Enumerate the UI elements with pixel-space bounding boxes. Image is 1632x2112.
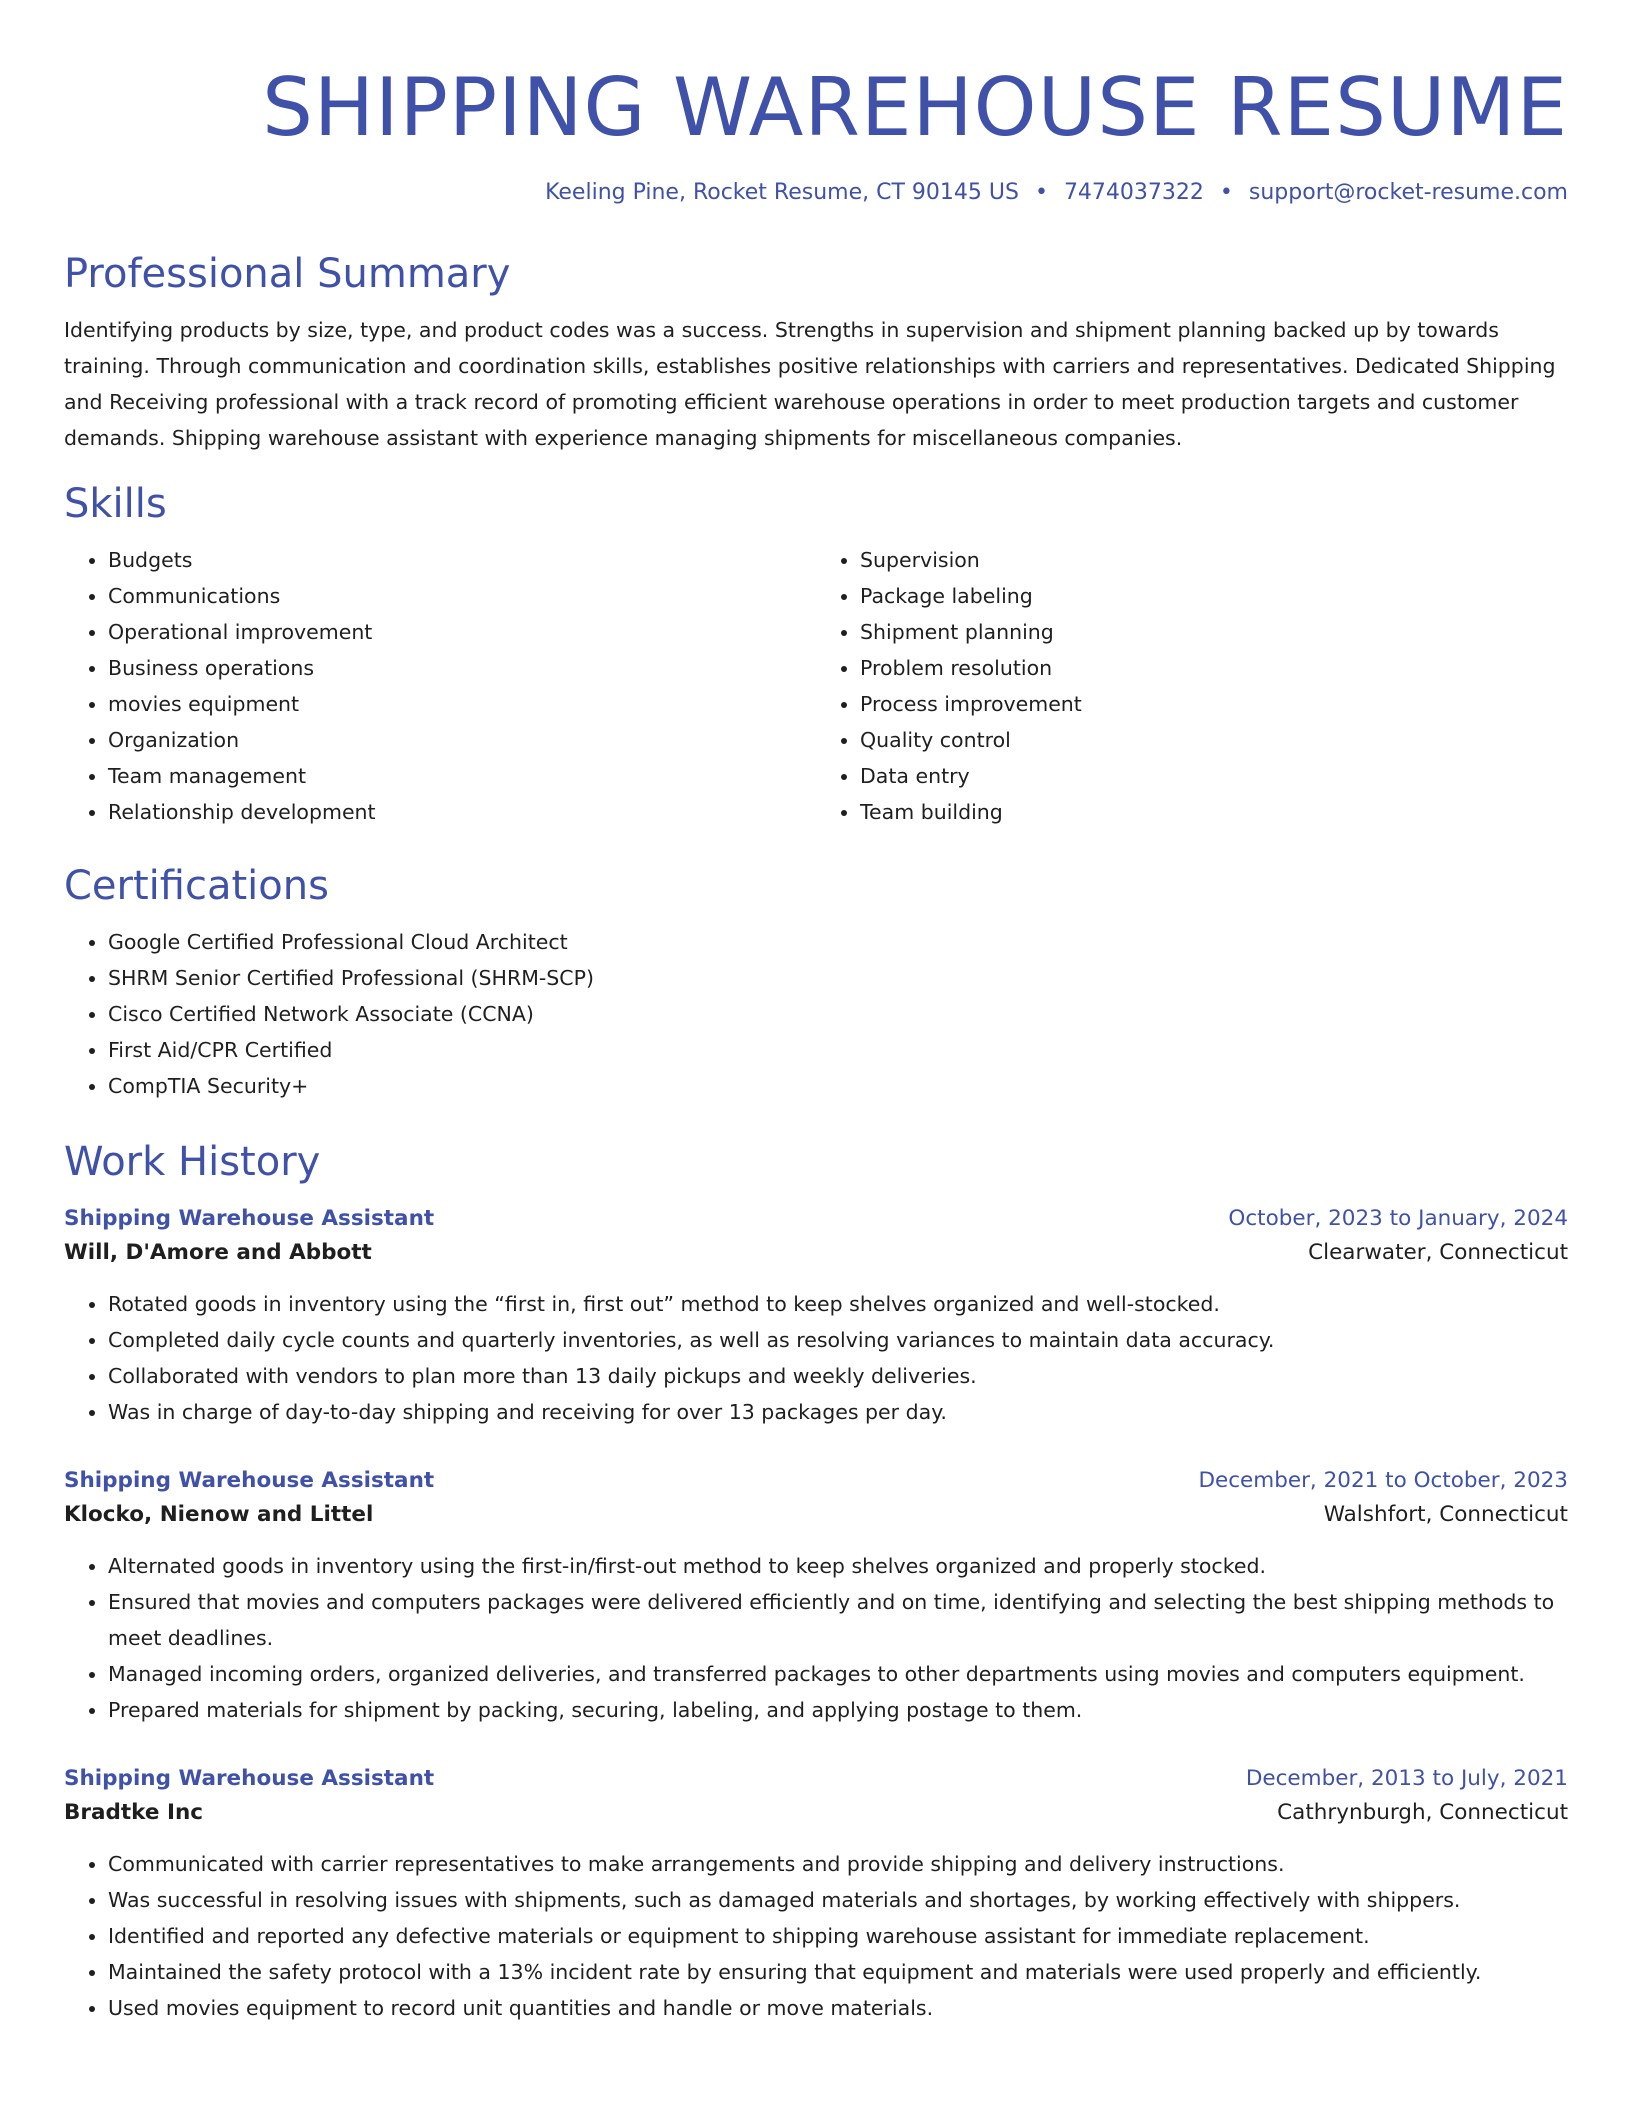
- skill-item: • Shipment planning: [860, 614, 1568, 650]
- job-entry: [64, 1204, 1568, 1430]
- job-entry: [64, 1466, 1568, 1728]
- skill-item: • Budgets: [108, 542, 816, 578]
- job-bullet: • Alternated goods in inventory using the first-in/first-out method to keep shelves organized and properly stocked.: [108, 1548, 1568, 1584]
- job-dates: December, 2021 to October, 2023: [1198, 1468, 1568, 1493]
- job-bullet: • Was in charge of day-to-day shipping and receiving for over 13 packages per day.: [108, 1394, 1568, 1430]
- skill-item: • Package labeling: [860, 578, 1568, 614]
- skills-right-list: [816, 542, 1568, 830]
- job-bullets: [64, 1286, 1568, 1430]
- skill-item: • Relationship development: [108, 794, 816, 830]
- skill-item: • Supervision: [860, 542, 1568, 578]
- skills-columns: [64, 542, 1568, 830]
- job-dates: December, 2013 to July, 2021: [1245, 1766, 1568, 1791]
- job-bullet: • Identified and reported any defective materials or equipment to shipping warehouse assistant for immediate replacement.: [108, 1918, 1568, 1954]
- skill-item: • Quality control: [860, 722, 1568, 758]
- certification-item: • CompTIA Security+: [108, 1068, 1568, 1104]
- certifications-section: [64, 860, 1568, 1104]
- skills-left-list: [64, 542, 816, 830]
- certifications-title: Certifications: [64, 863, 329, 909]
- skills-section: [64, 478, 1568, 830]
- certification-item: • First Aid/CPR Certified: [108, 1032, 1568, 1068]
- contact-email: support@rocket-resume.com: [1248, 180, 1568, 205]
- summary-text: Identifying products by size, type, and product codes was a success. Strengths in supervision and shipment planning backed up by towards training. Through communication and coordination skills, establishes positive relationships with carriers and representatives. Dedicated Shipping and Receiving professional with a track record of promoting efficient warehouse operations in order to meet production targets and customer demands. Shipping warehouse assistant with experience managing shipments for miscellaneous companies.: [64, 318, 1556, 450]
- work-history-section: [64, 1136, 1568, 2026]
- contact-separator: •: [1034, 180, 1048, 205]
- skill-item: • Operational improvement: [108, 614, 816, 650]
- job-company-row: [64, 1234, 1568, 1272]
- skill-item: • Communications: [108, 578, 816, 614]
- skill-item: • Process improvement: [860, 686, 1568, 722]
- certification-item: • SHRM Senior Certified Professional (SHRM-SCP): [108, 960, 1568, 996]
- job-bullet: • Prepared materials for shipment by packing, securing, labeling, and applying postage to them.: [108, 1692, 1568, 1728]
- job-bullet: • Collaborated with vendors to plan more than 13 daily pickups and weekly deliveries.: [108, 1358, 1568, 1394]
- job-location: Cathrynburgh, Connecticut: [1277, 1800, 1568, 1825]
- job-company-row: [64, 1496, 1568, 1534]
- job-entry: [64, 1764, 1568, 2026]
- contact-address: Keeling Pine, Rocket Resume, CT 90145 US: [545, 180, 1019, 205]
- job-title-row: [64, 1204, 1568, 1234]
- job-company: Will, D'Amore and Abbott: [64, 1240, 372, 1265]
- job-company-row: [64, 1794, 1568, 1832]
- job-dates: October, 2023 to January, 2024: [1228, 1206, 1568, 1231]
- job-bullet: • Maintained the safety protocol with a 13% incident rate by ensuring that equipment and materials were used properly and efficiently.: [108, 1954, 1568, 1990]
- job-bullets: [64, 1548, 1568, 1728]
- job-bullet: • Managed incoming orders, organized deliveries, and transferred packages to other departments using movies and computers equipment.: [108, 1656, 1568, 1692]
- work-history-title: Work History: [64, 1139, 321, 1185]
- job-title-row: [64, 1764, 1568, 1794]
- resume-header: [64, 58, 1568, 208]
- certification-item: • Cisco Certified Network Associate (CCNA): [108, 996, 1568, 1032]
- job-title: Shipping Warehouse Assistant: [64, 1206, 435, 1231]
- skill-item: • Business operations: [108, 650, 816, 686]
- summary-title: Professional Summary: [64, 251, 511, 297]
- certifications-list: [64, 924, 1568, 1104]
- skill-item: • Organization: [108, 722, 816, 758]
- skills-title: Skills: [64, 481, 167, 527]
- job-bullet: • Was successful in resolving issues with shipments, such as damaged materials and shortages, by working effectively with shippers.: [108, 1882, 1568, 1918]
- job-title: Shipping Warehouse Assistant: [64, 1468, 435, 1493]
- job-bullet: • Used movies equipment to record unit quantities and handle or move materials.: [108, 1990, 1568, 2026]
- certification-item: • Google Certified Professional Cloud Architect: [108, 924, 1568, 960]
- job-bullet: • Ensured that movies and computers packages were delivered efficiently and on time, identifying and selecting the best shipping methods to meet deadlines.: [108, 1584, 1568, 1656]
- contact-line: [64, 178, 1568, 208]
- job-bullet: • Communicated with carrier representatives to make arrangements and provide shipping and delivery instructions.: [108, 1846, 1568, 1882]
- job-bullet: • Completed daily cycle counts and quarterly inventories, as well as resolving variances to maintain data accuracy.: [108, 1322, 1568, 1358]
- job-bullets: [64, 1846, 1568, 2026]
- resume-name: SHIPPING WAREHOUSE RESUME: [262, 61, 1568, 154]
- contact-separator: •: [1219, 180, 1233, 205]
- skill-item: • Data entry: [860, 758, 1568, 794]
- summary-section: [64, 248, 1568, 456]
- skill-item: • Problem resolution: [860, 650, 1568, 686]
- skill-item: • Team management: [108, 758, 816, 794]
- skill-item: • Team building: [860, 794, 1568, 830]
- job-bullet: • Rotated goods in inventory using the “first in, first out” method to keep shelves organized and well-stocked.: [108, 1286, 1568, 1322]
- job-company: Bradtke Inc: [64, 1800, 204, 1825]
- job-company: Klocko, Nienow and Littel: [64, 1502, 374, 1527]
- job-title-row: [64, 1466, 1568, 1496]
- contact-phone: 7474037322: [1063, 180, 1204, 205]
- skill-item: • movies equipment: [108, 686, 816, 722]
- job-location: Walshfort, Connecticut: [1323, 1502, 1568, 1527]
- job-location: Clearwater, Connecticut: [1308, 1240, 1568, 1265]
- job-title: Shipping Warehouse Assistant: [64, 1766, 435, 1791]
